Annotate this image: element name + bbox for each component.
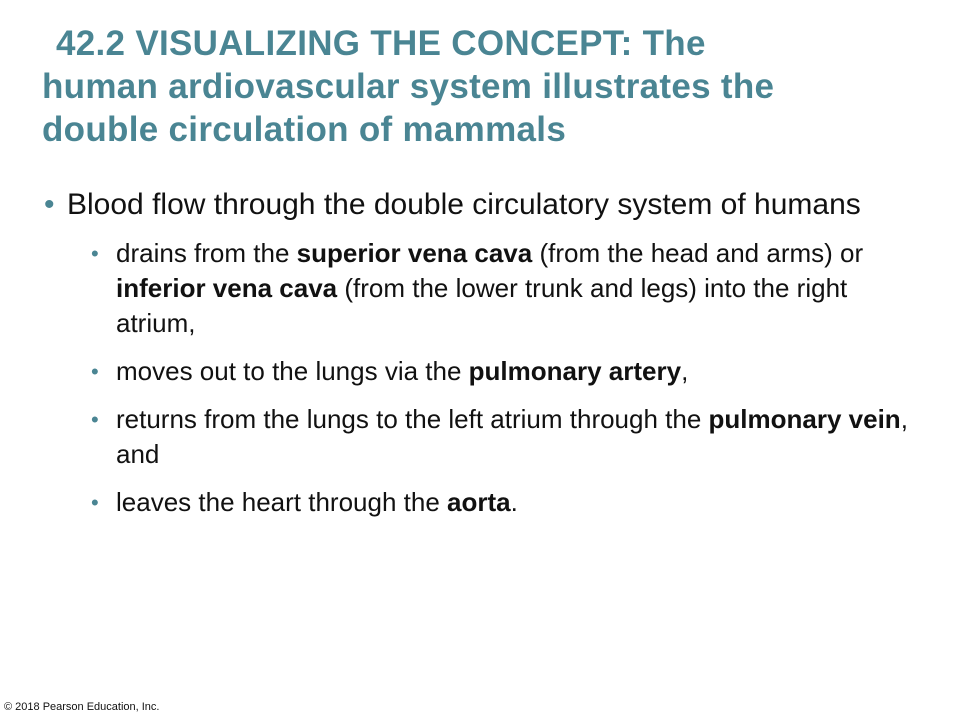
- sub-bullet-pulmonary-vein: [91, 402, 924, 472]
- sub-bullet-text: leaves the heart through the: [116, 487, 448, 517]
- term-aorta: aorta: [447, 487, 511, 517]
- bullet-marker: •: [44, 188, 55, 221]
- sub-bullet-text: drains from the: [116, 238, 297, 268]
- sub-bullet-text: , and: [116, 404, 908, 469]
- bullet-marker: •: [91, 490, 99, 515]
- term-superior-vena-cava: superior vena cava: [296, 238, 533, 268]
- term-pulmonary-vein: pulmonary vein: [708, 404, 901, 434]
- sub-bullet-text: (from the lower trunk and legs) into the right atrium,: [116, 273, 848, 338]
- sub-bullet-pulmonary-artery: [91, 354, 924, 389]
- slide-body: [44, 184, 924, 533]
- sub-bullet-text: .: [510, 487, 518, 517]
- sub-bullet-text: ,: [681, 356, 689, 386]
- title-line-1: 42.2 VISUALIZING THE CONCEPT: The: [56, 24, 706, 63]
- main-bullet: [44, 184, 924, 226]
- title-line-2: human ardiovascular system illustrates the: [42, 67, 775, 106]
- sub-bullet-aorta: [91, 485, 924, 520]
- sub-bullet-vena-cava: [91, 236, 924, 341]
- main-bullet-text: Blood flow through the double circulatory system of humans: [67, 188, 861, 221]
- sub-bullet-text: (from the head and arms) or: [532, 238, 864, 268]
- bullet-marker: •: [91, 241, 99, 266]
- term-inferior-vena-cava: inferior vena cava: [116, 273, 338, 303]
- bullet-marker: •: [91, 407, 99, 432]
- sub-bullet-list: [91, 236, 924, 520]
- sub-bullet-text: returns from the lungs to the left atrium through the: [116, 404, 709, 434]
- term-pulmonary-artery: pulmonary artery: [468, 356, 682, 386]
- copyright-notice: © 2018 Pearson Education, Inc.: [4, 701, 160, 713]
- slide-title: [42, 22, 922, 151]
- sub-bullet-text: moves out to the lungs via the: [116, 356, 469, 386]
- bullet-marker: •: [91, 359, 99, 384]
- title-line-3: double circulation of mammals: [42, 110, 567, 149]
